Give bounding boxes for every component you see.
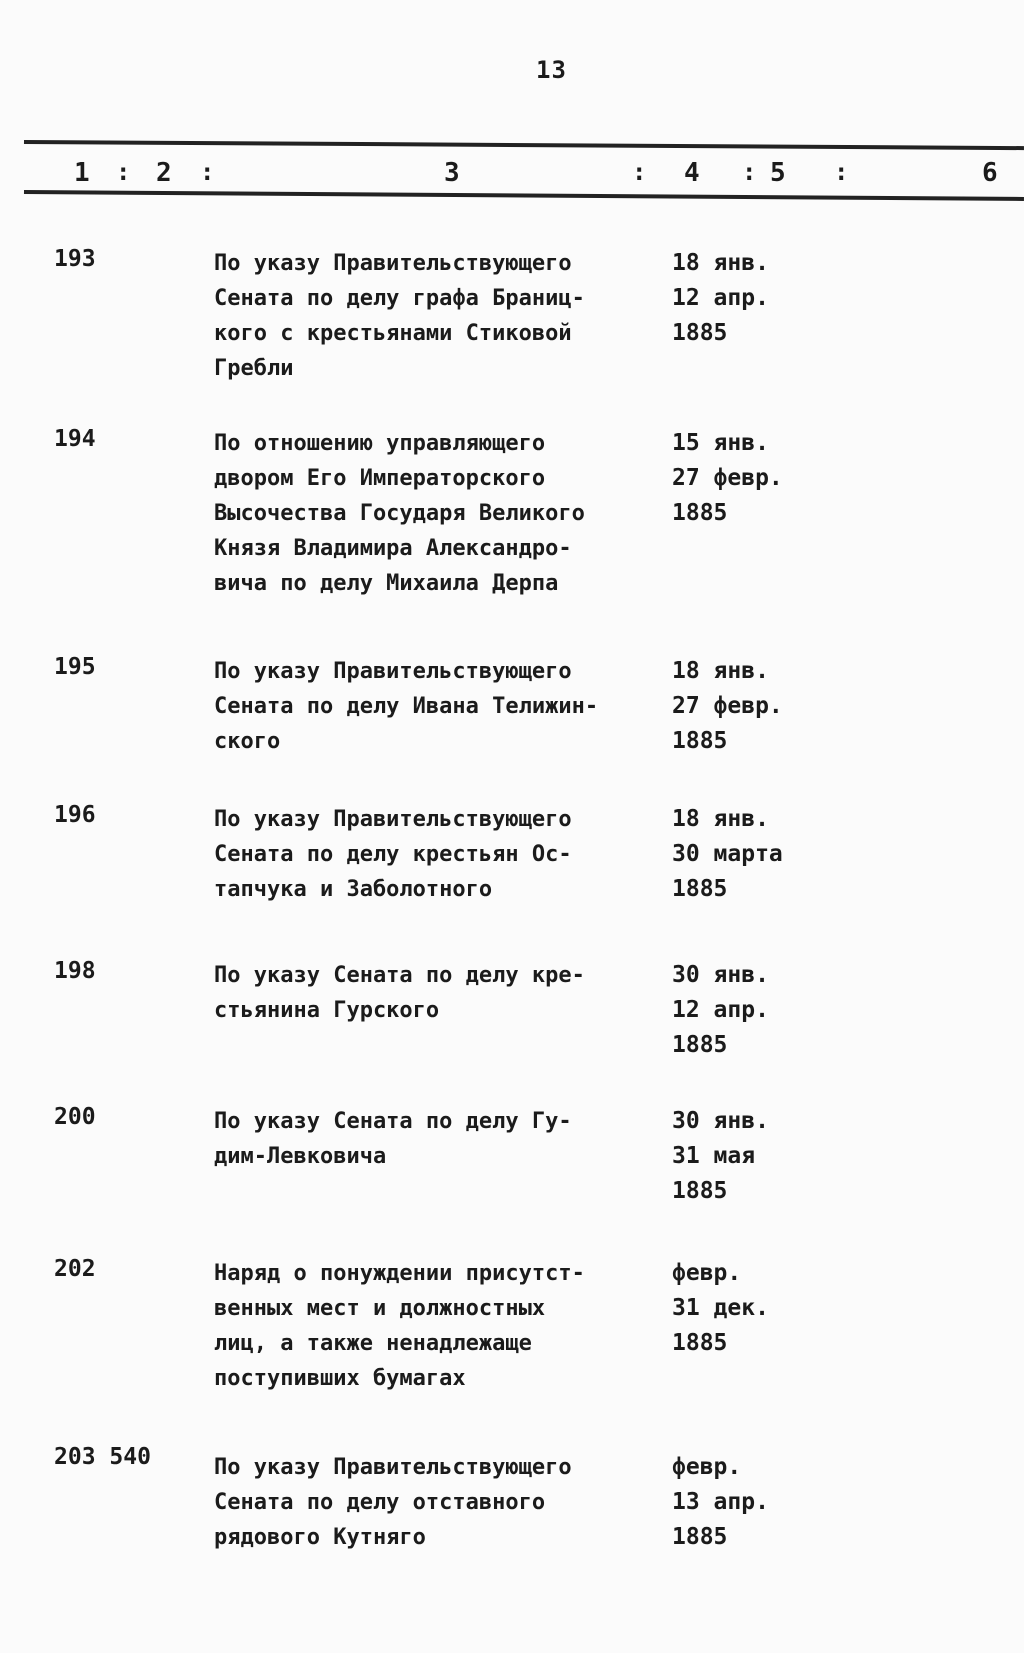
- entry-dates: [672, 802, 822, 907]
- column-header-4: 4: [684, 158, 700, 188]
- start-date: февр.: [672, 1260, 742, 1286]
- entry-description: По отношению управляющего двором Его Императорского Высочества Государя Великого Князя Владимира Александро- вича по делу Михаила Дерпа: [214, 431, 585, 596]
- entry-dates: [672, 958, 822, 1063]
- end-date: 31 мая: [672, 1143, 756, 1169]
- column-header: [24, 140, 1024, 208]
- column-header-5: 5: [770, 158, 786, 188]
- header-top-rule: [24, 140, 1024, 150]
- entry-dates: [672, 1104, 822, 1209]
- entry-description: По указу Правительствующего Сената по делу графа Браниц- кого с крестьянами Стиковой Гребли: [214, 251, 585, 381]
- entry-dates: [672, 654, 822, 759]
- start-date: 18 янв.: [672, 658, 769, 684]
- column-separator: :: [834, 158, 849, 186]
- year: 1885: [672, 320, 728, 346]
- entry-description: По указу Сената по делу кре- стьянина Гурского: [214, 963, 585, 1023]
- column-separator: :: [742, 158, 757, 186]
- entry-description: По указу Правительствующего Сената по делу крестьян Ос- тапчука и Заболотного: [214, 807, 572, 902]
- start-date: 30 янв.: [672, 1108, 769, 1134]
- column-header-1: 1: [74, 158, 90, 188]
- year: 1885: [672, 500, 728, 526]
- column-header-6: 6: [982, 158, 998, 188]
- year: 1885: [672, 1524, 728, 1550]
- entry-dates: [672, 426, 822, 531]
- entry-number: 202: [54, 1256, 96, 1282]
- start-date: февр.: [672, 1454, 742, 1480]
- end-date: 30 марта: [672, 841, 783, 867]
- end-date: 27 февр.: [672, 693, 783, 719]
- column-separator: :: [200, 158, 215, 186]
- end-date: 13 апр.: [672, 1489, 769, 1515]
- entry-dates: [672, 1450, 822, 1555]
- year: 1885: [672, 1330, 728, 1356]
- year: 1885: [672, 1032, 728, 1058]
- column-separator: :: [116, 158, 131, 186]
- entry-description: По указу Правительствующего Сената по делу отставного рядового Кутняго: [214, 1455, 572, 1550]
- entry-number: 203 540: [54, 1444, 151, 1470]
- end-date: 27 февр.: [672, 465, 783, 491]
- start-date: 18 янв.: [672, 250, 769, 276]
- entry-description: По указу Сената по делу Гу- дим-Левковича: [214, 1109, 572, 1169]
- year: 1885: [672, 876, 728, 902]
- start-date: 18 янв.: [672, 806, 769, 832]
- entry-number: 198: [54, 958, 96, 984]
- end-date: 31 дек.: [672, 1295, 769, 1321]
- entry-dates: [672, 246, 822, 351]
- column-header-3: 3: [444, 158, 460, 188]
- entry-description: Наряд о понуждении присутст- венных мест и должностных лиц, а также ненадлежаще поступивших бумагах: [214, 1261, 585, 1391]
- start-date: 30 янв.: [672, 962, 769, 988]
- entry-number: 200: [54, 1104, 96, 1130]
- page-number: 13: [536, 56, 567, 84]
- end-date: 12 апр.: [672, 285, 769, 311]
- entry-number: 193: [54, 246, 96, 272]
- year: 1885: [672, 728, 728, 754]
- column-separator: :: [632, 158, 647, 186]
- entry-number: 194: [54, 426, 96, 452]
- year: 1885: [672, 1178, 728, 1204]
- header-bottom-rule: [24, 190, 1024, 201]
- column-header-2: 2: [156, 158, 172, 188]
- entry-number: 195: [54, 654, 96, 680]
- start-date: 15 янв.: [672, 430, 769, 456]
- end-date: 12 апр.: [672, 997, 769, 1023]
- entry-number: 196: [54, 802, 96, 828]
- entry-dates: [672, 1256, 822, 1361]
- entry-description: По указу Правительствующего Сената по делу Ивана Телижин- ского: [214, 659, 599, 754]
